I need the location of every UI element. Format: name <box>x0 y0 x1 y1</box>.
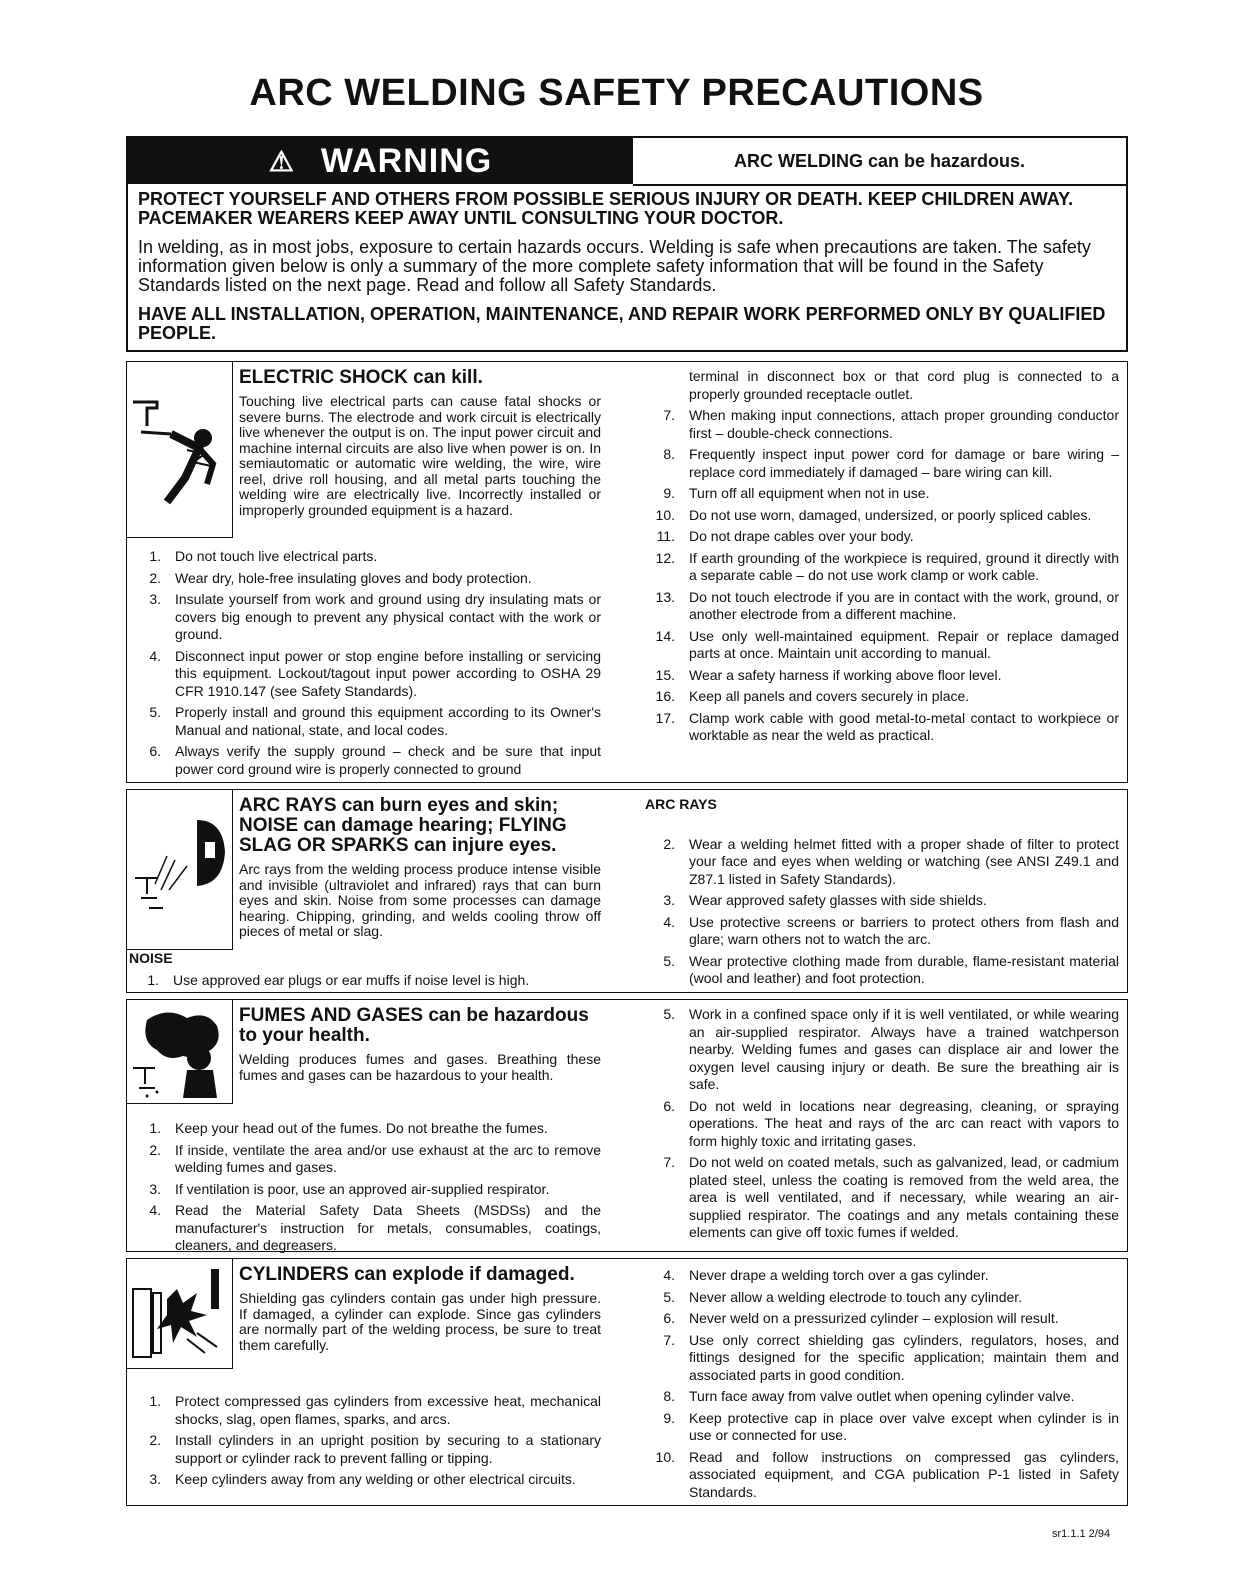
list-item: 1. Keep your head out of the fumes. Do not breathe the fumes. <box>149 1120 548 1136</box>
warning-subtitle: ARC WELDING can be hazardous. <box>633 138 1126 186</box>
list-item: 5. Work in a confined space only if it is well ventilated, or while wearing an air-supplied respirator. Always have a trained watchperson nearby. Welding fumes and gases can displace air and lower the oxygen level causing injury or death. Be sure the breathing air is safe. <box>663 1006 1119 1092</box>
list-item: 15. Wear a safety harness if working above floor level. <box>655 666 1002 683</box>
left-column <box>131 1393 601 1493</box>
list-item: 10. Do not use worn, damaged, undersized, or poorly spliced cables. <box>655 506 1092 523</box>
section-title: ELECTRIC SHOCK can kill. <box>239 367 483 388</box>
hazard-list <box>131 1120 601 1255</box>
list-item: 9. Keep protective cap in place over valve except when cylinder is in use or connected for use. <box>663 1409 1119 1443</box>
section-header-text <box>239 368 601 518</box>
list-item: 4. Never drape a welding torch over a gas cylinder. <box>663 1267 989 1283</box>
welding-helmet-icon <box>127 790 233 950</box>
section-description: Shielding gas cylinders contain gas under high pressure. If damaged, a cylinder can explode. Since gas cylinders are normally part of the welding process, be sure to treat them carefully. <box>239 1290 601 1353</box>
section-electric-shock <box>126 361 1128 783</box>
warning-banner <box>128 138 633 184</box>
fumes-gases-icon <box>127 1000 233 1104</box>
page-title: ARC WELDING SAFETY PRECAUTIONS <box>249 72 984 114</box>
left-column <box>131 548 601 782</box>
list-item: 17. Clamp work cable with good metal-to-metal contact to workpiece or worktable as near the weld as practical. <box>655 709 1119 743</box>
list-item: 9. Turn off all equipment when not in use. <box>663 485 930 501</box>
list-item: 7. When making input connections, attach proper grounding conductor first – double-check connections. <box>663 407 1119 441</box>
list-item: 3. If ventilation is poor, use an approved air-supplied respirator. <box>149 1180 550 1197</box>
list-item: 1. Use approved ear plugs or ear muffs if noise level is high. <box>147 971 530 988</box>
list-item: 16. Keep all panels and covers securely in place. <box>655 688 970 704</box>
noise-subheading: NOISE <box>129 950 173 966</box>
list-item: 2. If inside, ventilate the area and/or use exhaust at the arc to remove welding fumes and gases. <box>149 1141 601 1175</box>
hazard-list <box>645 836 1119 988</box>
warning-triangle-icon: ⚠ <box>268 145 295 177</box>
list-item: 3. Keep cylinders away from any welding or other electrical circuits. <box>149 1471 576 1487</box>
hazard-list <box>131 548 601 778</box>
list-item: 4. Disconnect input power or stop engine before installing or servicing this equipment. Lockout/tagout input power according to OSHA 29 CFR 1910.147 (see Safety Standards). <box>149 647 601 699</box>
document-code: sr1.1.1 2/94 <box>1052 1528 1111 1540</box>
warning-label: WARNING <box>320 141 493 180</box>
warning-body <box>138 190 1116 353</box>
list-item: 10. Read and follow instructions on compressed gas cylinders, associated equipment, and CGA publication P-1 listed in Safety Standards. <box>655 1448 1119 1500</box>
hazard-list <box>645 368 1119 745</box>
list-item: 8. Turn face away from valve outlet when opening cylinder valve. <box>663 1388 1075 1404</box>
list-item: 12. If earth grounding of the workpiece is required, ground it directly with a separate cable – do not use work clamp or work cable. <box>655 549 1119 583</box>
hazard-list <box>129 972 599 990</box>
section-header-text <box>239 796 601 940</box>
section-description: Welding produces fumes and gases. Breathing these fumes and gases can be hazardous to your health. <box>239 1051 601 1083</box>
list-item: 5. Never allow a welding electrode to touch any cylinder. <box>663 1288 1023 1305</box>
list-item: 2. Wear a welding helmet fitted with a proper shade of filter to protect your face and eyes when welding or watching (see ANSI Z49.1 and Z87.1 listed in Safety Standards). <box>663 835 1119 887</box>
list-item: 1. Do not touch live electrical parts. <box>149 548 378 564</box>
list-item: 5. Wear protective clothing made from durable, flame-resistant material (wool and leather) and foot protection. <box>663 952 1119 986</box>
list-item: 13. Do not touch electrode if you are in contact with the work, ground, or another electrode from a different machine. <box>655 588 1119 622</box>
list-item: 2. Wear dry, hole-free insulating gloves and body protection. <box>149 569 532 586</box>
list-item: 2. Install cylinders in an upright position by securing to a stationary support or cylinder rack to prevent falling or tipping. <box>149 1432 601 1466</box>
list-item: 11. Do not drape cables over your body. <box>656 528 914 544</box>
hazard-list <box>645 1267 1119 1501</box>
right-column <box>645 368 1119 749</box>
list-item: 4. Use protective screens or barriers to protect others from flash and glare; warn others not to watch the arc. <box>663 913 1119 947</box>
list-item: 7. Use only correct shielding gas cylinders, regulators, hoses, and fittings designed for the specific application; maintain them and associated parts in good condition. <box>663 1331 1119 1383</box>
left-column <box>131 1120 601 1259</box>
list-item: terminal in disconnect box or that cord plug is connected to a properly grounded receptacle outlet. <box>689 368 1119 402</box>
section-description: Touching live electrical parts can cause fatal shocks or severe burns. The electrode and work circuit is electrically live whenever the output is on. The input power circuit and machine internal circuits are also live when power is on. In semiautomatic or automatic wire welding, the wire, wire reel, drive roll housing, and all metal parts touching the welding wire are electrically live. Incorrectly installed or improperly grounded equipment is a hazard. <box>239 393 601 518</box>
right-column <box>645 796 1119 992</box>
warning-summary: In welding, as in most jobs, exposure to certain hazards occurs. Welding is safe when precautions are taken. The safety information given below is only a summary of the more complete safety information that will be found in the Safety Standards listed on the next page. Read and follow all Safety Standards. <box>138 237 1091 295</box>
electric-shock-icon <box>127 362 233 538</box>
section-cylinders <box>126 1258 1128 1506</box>
list-item: 3. Wear approved safety glasses with side shields. <box>663 892 987 908</box>
section-title: CYLINDERS can explode if damaged. <box>239 1264 575 1285</box>
right-column <box>645 1267 1119 1505</box>
warning-box <box>126 136 1128 352</box>
warning-bold-notice: PROTECT YOURSELF AND OTHERS FROM POSSIBLE SERIOUS INJURY OR DEATH. KEEP CHILDREN AWAY. PACEMAKER WEARERS KEEP AWAY UNTIL CONSULTING YOUR DOCTOR. <box>138 189 1074 228</box>
section-title: FUMES AND GASES can be hazardous to your health. <box>239 1005 589 1046</box>
section-description: Arc rays from the welding process produce intense visible and invisible (ultraviolet and infrared) rays that can burn eyes and skin. Noise from some processes can damage hearing. Chipping, grinding, and welds cooling throw off pieces of metal or slag. <box>239 861 601 939</box>
list-item: 3. Insulate yourself from work and ground using dry insulating mats or covers big enough to prevent any physical contact with the work or ground. <box>149 591 601 642</box>
list-item: 6. Always verify the supply ground – check and be sure that input power cord ground wire is properly connected to ground <box>149 743 601 777</box>
left-column <box>129 950 599 993</box>
list-item: 8. Frequently inspect input power cord for damage or bare wiring – replace cord immediately if damaged – bare wiring can kill. <box>663 446 1119 480</box>
section-header-text <box>239 1006 601 1083</box>
section-header-text <box>239 1265 601 1353</box>
list-item: 6. Never weld on a pressurized cylinder – explosion will result. <box>663 1310 1059 1326</box>
list-item: 14. Use only well-maintained equipment. Repair or replace damaged parts at once. Maintain unit according to manual. <box>655 627 1119 661</box>
list-item: 7. Do not weld on coated metals, such as galvanized, lead, or cadmium plated steel, unless the coating is removed from the weld area, the area is well ventilated, and if necessary, while wearing an air-supplied respirator. The coatings and any metals containing these elements can give off toxic fumes if welded. <box>663 1154 1119 1240</box>
section-arc-rays <box>126 789 1128 993</box>
section-title: ARC RAYS can burn eyes and skin; NOISE can damage hearing; FLYING SLAG OR SPARKS can injure eyes. <box>239 795 567 856</box>
hazard-list <box>131 1393 601 1489</box>
list-item: 5. Properly install and ground this equipment according to its Owner's Manual and national, state, and local codes. <box>149 704 601 738</box>
hazard-list <box>645 1006 1119 1242</box>
gas-cylinder-explosion-icon <box>127 1259 233 1369</box>
warning-qualified-notice: HAVE ALL INSTALLATION, OPERATION, MAINTENANCE, AND REPAIR WORK PERFORMED ONLY BY QUALIFIED PEOPLE. <box>138 304 1106 343</box>
list-item: 1. Protect compressed gas cylinders from excessive heat, mechanical shocks, slag, open flames, sparks, and arcs. <box>149 1393 601 1427</box>
right-column <box>645 1006 1119 1246</box>
list-item: 4. Read the Material Safety Data Sheets (MSDSs) and the manufacturer's instruction for metals, consumables, coatings, cleaners, and degreasers. <box>149 1202 601 1253</box>
arc-rays-subheading: ARC RAYS <box>645 796 717 812</box>
section-fumes-gases <box>126 999 1128 1252</box>
list-item: 6. Do not weld in locations near degreasing, cleaning, or spraying operations. The heat and rays of the arc can react with vapors to form highly toxic and irritating gases. <box>663 1097 1119 1149</box>
